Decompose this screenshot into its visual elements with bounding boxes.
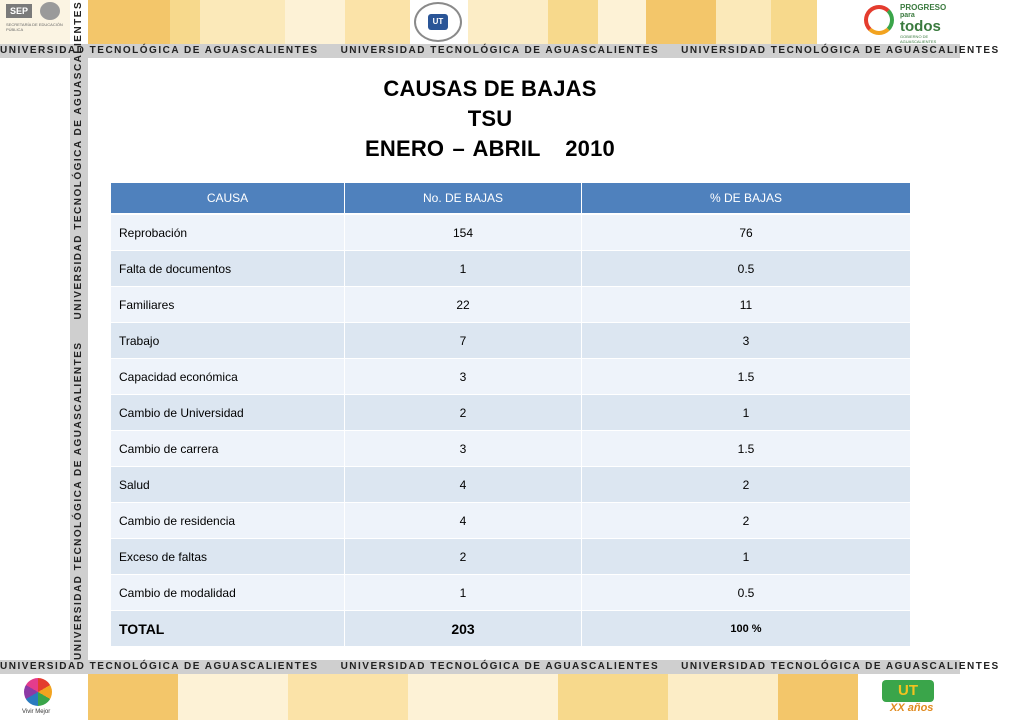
cell-no-bajas: 2 (345, 395, 582, 431)
cell-pct-bajas: 3 (582, 323, 911, 359)
ut-logo-text: UT (428, 14, 448, 30)
header-pct-bajas: % DE BAJAS (582, 183, 911, 214)
band-text: UNIVERSIDAD TECNOLÓGICA DE AGUASCALIENTES (73, 0, 84, 320)
table-row (111, 359, 911, 395)
total-no-bajas: 203 (345, 611, 582, 647)
table-row (111, 287, 911, 323)
decor-stripe (288, 674, 408, 720)
table-header-row (111, 183, 911, 214)
decor-stripe (598, 0, 646, 44)
decor-stripe (88, 674, 178, 720)
band-text: UNIVERSIDAD TECNOLÓGICA DE AGUASCALIENTES (681, 661, 1000, 672)
progreso-line3: todos (900, 18, 941, 35)
progreso-line1: PROGRESO (900, 3, 947, 12)
decor-stripe (668, 674, 778, 720)
decor-stripe (646, 0, 716, 44)
cell-causa: Familiares (111, 287, 345, 323)
table-row (111, 214, 911, 251)
title-line-3: ENERO – ABRIL 2010 (365, 136, 615, 161)
cell-no-bajas: 1 (345, 251, 582, 287)
decor-stripe (408, 674, 558, 720)
table-row (111, 395, 911, 431)
decor-stripe (178, 674, 288, 720)
cell-pct-bajas: 1.5 (582, 431, 911, 467)
table-total-row (111, 611, 911, 647)
sep-logo: SEP (6, 4, 32, 18)
progreso-para-todos-logo (862, 3, 954, 44)
cell-pct-bajas: 2 (582, 503, 911, 539)
cell-pct-bajas: 0.5 (582, 575, 911, 611)
cell-no-bajas: 2 (345, 539, 582, 575)
cell-no-bajas: 7 (345, 323, 582, 359)
vivir-mejor-logo (18, 676, 58, 720)
total-pct-bajas: 100 % (582, 611, 911, 647)
decor-stripe (778, 674, 858, 720)
table-row (111, 467, 911, 503)
vertical-band-text (70, 0, 88, 660)
decor-stripe (468, 0, 548, 44)
table-row (111, 251, 911, 287)
cell-no-bajas: 22 (345, 287, 582, 323)
decor-stripe (345, 0, 410, 44)
cell-causa: Cambio de Universidad (111, 395, 345, 431)
ut-anniversary-logo (876, 678, 946, 718)
decor-stripe (285, 0, 345, 44)
cell-causa: Cambio de residencia (111, 503, 345, 539)
decor-stripe (558, 674, 668, 720)
cell-causa: Salud (111, 467, 345, 503)
cell-pct-bajas: 2 (582, 467, 911, 503)
cell-no-bajas: 3 (345, 431, 582, 467)
total-label: TOTAL (111, 611, 345, 647)
decor-stripe (771, 0, 817, 44)
sep-subtitle: SECRETARÍA DE EDUCACIÓN PÚBLICA (6, 22, 63, 32)
header-no-bajas: No. DE BAJAS (345, 183, 582, 214)
slide-title (290, 74, 690, 164)
bajas-table (111, 183, 911, 647)
band-text: UNIVERSIDAD TECNOLÓGICA DE AGUASCALIENTES (73, 341, 84, 660)
cell-no-bajas: 4 (345, 503, 582, 539)
band-text: UNIVERSIDAD TECNOLÓGICA DE AGUASCALIENTES (340, 661, 660, 672)
band-text: UNIVERSIDAD TECNOLÓGICA DE AGUASCALIENTES (340, 45, 660, 56)
cell-no-bajas: 154 (345, 214, 582, 251)
sep-logo-block (0, 0, 70, 44)
cell-pct-bajas: 1 (582, 395, 911, 431)
cell-no-bajas: 4 (345, 467, 582, 503)
ut-badge: UT (882, 680, 934, 702)
ut-anniversary-text: XX años (890, 702, 934, 714)
cell-causa: Reprobación (111, 214, 345, 251)
progreso-line2: para (900, 12, 915, 19)
cell-causa: Falta de documentos (111, 251, 345, 287)
header-causa: CAUSA (111, 183, 345, 214)
university-band-top (0, 44, 1000, 58)
university-band-bottom (0, 660, 1000, 674)
table-row (111, 503, 911, 539)
table-row (111, 323, 911, 359)
band-text: UNIVERSIDAD TECNOLÓGICA DE AGUASCALIENTES (681, 45, 1000, 56)
cell-pct-bajas: 1.5 (582, 359, 911, 395)
decor-stripe (88, 0, 170, 44)
cell-causa: Exceso de faltas (111, 539, 345, 575)
title-line-1: CAUSAS DE BAJAS (383, 76, 597, 101)
cell-causa: Trabajo (111, 323, 345, 359)
cell-pct-bajas: 76 (582, 214, 911, 251)
left-panel (0, 58, 70, 660)
cell-pct-bajas: 1 (582, 539, 911, 575)
band-text: UNIVERSIDAD TECNOLÓGICA DE AGUASCALIENTES (0, 661, 319, 672)
mexico-emblem-icon (40, 2, 60, 20)
cell-pct-bajas: 11 (582, 287, 911, 323)
vivir-mejor-text: Vivir Mejor (22, 709, 51, 715)
decor-stripe (170, 0, 200, 44)
title-line-2: TSU (467, 106, 513, 131)
progreso-circle-icon (864, 5, 894, 35)
progreso-line4: GOBIERNO DE AGUASCALIENTES (900, 34, 937, 44)
cell-causa: Capacidad económica (111, 359, 345, 395)
footer-strip (0, 674, 960, 720)
cell-causa: Cambio de carrera (111, 431, 345, 467)
cell-no-bajas: 1 (345, 575, 582, 611)
band-text: UNIVERSIDAD TECNOLÓGICA DE AGUASCALIENTES (0, 45, 319, 56)
top-banner (0, 0, 960, 44)
decor-stripe (716, 0, 771, 44)
university-band-vertical (70, 0, 88, 660)
cell-no-bajas: 3 (345, 359, 582, 395)
decor-stripe (548, 0, 598, 44)
cell-causa: Cambio de modalidad (111, 575, 345, 611)
vivir-mejor-flower-icon (24, 678, 52, 706)
table-row (111, 575, 911, 611)
cell-pct-bajas: 0.5 (582, 251, 911, 287)
ut-seal-logo (414, 2, 462, 42)
table-row (111, 431, 911, 467)
table-row (111, 539, 911, 575)
decor-stripe (200, 0, 285, 44)
